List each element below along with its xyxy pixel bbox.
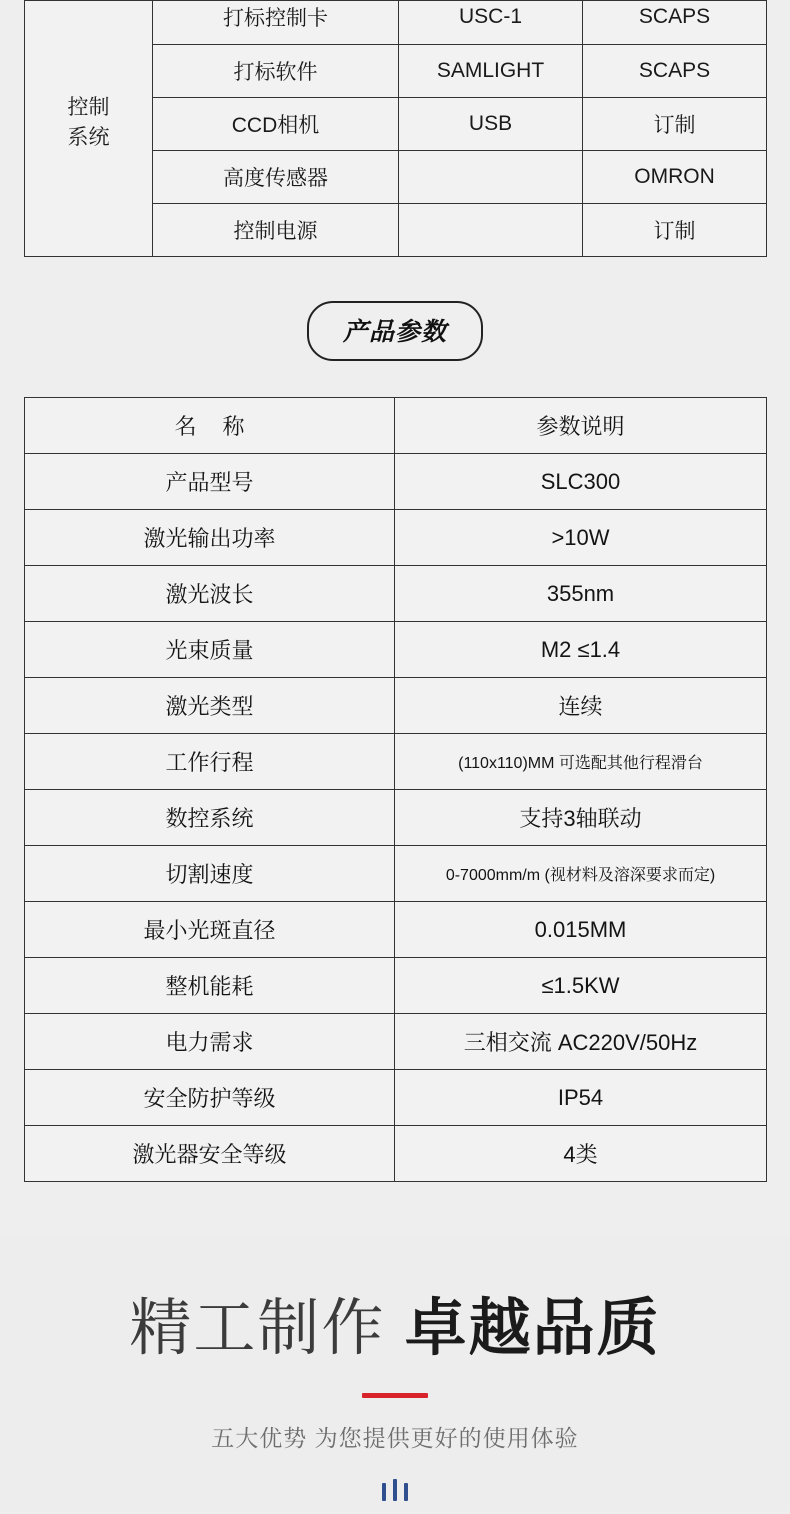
quality-banner [0,1236,790,1511]
table-row [25,1014,767,1070]
param-value: 0.015MM [395,902,767,958]
banner-subtitle: 五大优势 为您提供更好的使用体验 [211,1425,579,1452]
param-name: 激光输出功率 [25,510,395,566]
row-value-1: USB [399,98,583,151]
row-value-2: 订制 [583,204,767,257]
param-name: 安全防护等级 [25,1070,395,1126]
dot-2 [393,1479,397,1501]
table-header-row [25,398,767,454]
row-name: 打标控制卡 [153,1,399,45]
header-value: 参数说明 [395,398,767,454]
param-value: 三相交流 AC220V/50Hz [395,1014,767,1070]
table-row [25,454,767,510]
row-value-1: SAMLIGHT [399,45,583,98]
param-name: 数控系统 [25,790,395,846]
control-system-table [24,0,767,257]
param-name: 切割速度 [25,846,395,902]
row-value-1: USC-1 [399,1,583,45]
product-parameters-table [24,397,767,1182]
row-name: CCD相机 [153,98,399,151]
param-name: 激光类型 [25,678,395,734]
section-title-pill: 产品参数 [307,301,483,361]
param-value: 4类 [395,1126,767,1182]
param-name: 激光器安全等级 [25,1126,395,1182]
banner-title-bold: 卓越品质 [404,1294,661,1363]
table-row [25,1070,767,1126]
table-row [25,902,767,958]
row-value-1 [399,151,583,204]
param-value: 支持3轴联动 [395,790,767,846]
table-row [25,566,767,622]
param-value: M2 ≤1.4 [395,622,767,678]
table-row [25,958,767,1014]
dot-1 [382,1483,386,1501]
param-value: (110x110)MM 可选配其他行程滑台 [395,734,767,790]
param-name: 工作行程 [25,734,395,790]
row-name: 控制电源 [153,204,399,257]
param-name: 最小光斑直径 [25,902,395,958]
header-name: 名 称 [25,398,395,454]
param-name: 光束质量 [25,622,395,678]
accent-divider [362,1393,428,1398]
table-row [25,1126,767,1182]
row-name: 打标软件 [153,45,399,98]
param-name: 产品型号 [25,454,395,510]
decorative-dots [0,1479,790,1501]
row-value-2: 订制 [583,98,767,151]
row-value-2: SCAPS [583,1,767,45]
param-value: 连续 [395,678,767,734]
control-system-group-label: 控制 系统 [25,1,153,257]
row-name: 高度传感器 [153,151,399,204]
table-row [25,1,767,45]
control-system-table-section [0,0,790,257]
product-parameters-section [0,397,790,1182]
banner-title-light: 精工制作 [129,1294,386,1363]
param-value: ≤1.5KW [395,958,767,1014]
param-value: 0-7000mm/m (视材料及溶深要求而定) [395,846,767,902]
table-row [25,734,767,790]
param-name: 激光波长 [25,566,395,622]
param-value: 355nm [395,566,767,622]
table-row [25,846,767,902]
param-value: SLC300 [395,454,767,510]
section-title-row [0,301,790,361]
table-row [25,678,767,734]
param-name: 电力需求 [25,1014,395,1070]
param-value: IP54 [395,1070,767,1126]
table-row [25,622,767,678]
row-value-2: OMRON [583,151,767,204]
row-value-2: SCAPS [583,45,767,98]
param-value: >10W [395,510,767,566]
param-name: 整机能耗 [25,958,395,1014]
table-row [25,790,767,846]
row-value-1 [399,204,583,257]
banner-title [0,1294,790,1363]
dot-3 [404,1483,408,1501]
table-row [25,510,767,566]
